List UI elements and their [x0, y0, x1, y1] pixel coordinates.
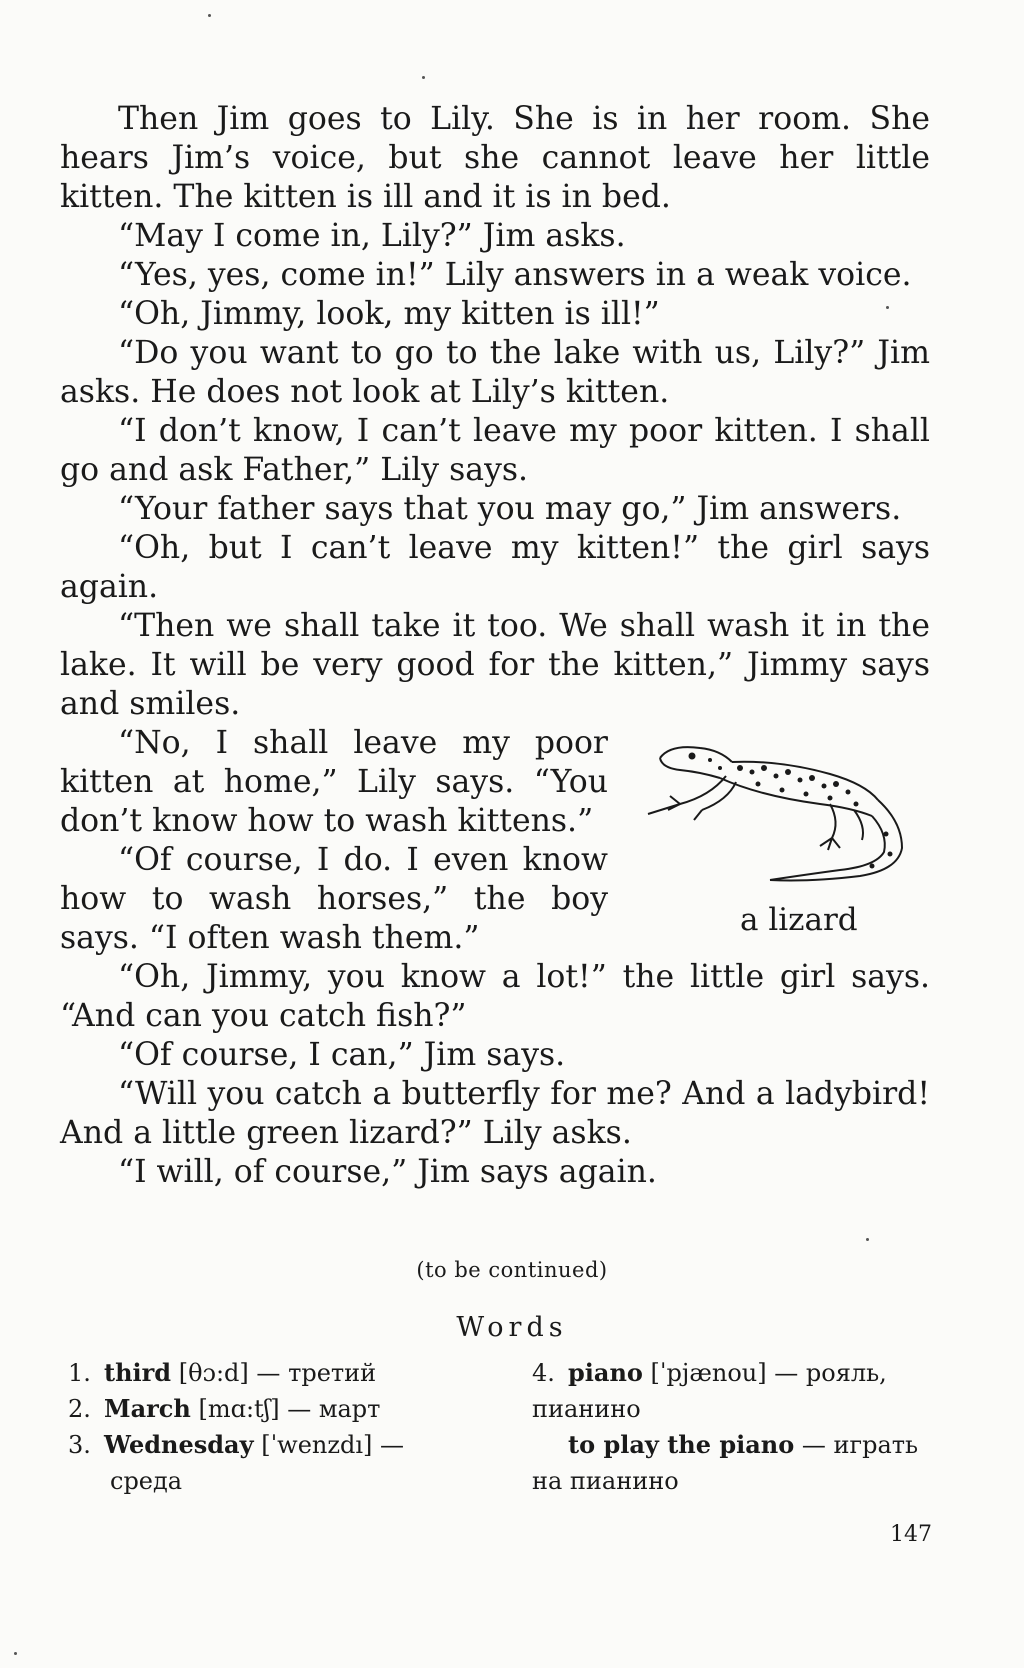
vocab-number: 1. [68, 1359, 91, 1387]
vocab-translation: рояль, пианино [532, 1359, 887, 1423]
story-paragraph: “Will you catch a butterfly for me? And a ladybird! And a little green lizard?” Lily asks. [60, 1076, 930, 1151]
vocab-word: March [104, 1394, 191, 1423]
vocab-translation: март [318, 1395, 381, 1423]
vocab-transcription: [θɔ:d] [178, 1359, 249, 1387]
story-paragraph: “Oh, Jimmy, look, my kitten is ill!” [118, 296, 660, 332]
story-paragraph: Then Jim goes to Lily. She is in her room. She hears Jim’s voice, but she cannot leave her little kitten. The kitten is ill and it is in bed. [60, 101, 930, 215]
story-paragraph: “Your father says that you may go,” Jim answers. [118, 491, 902, 527]
print-speck [886, 306, 889, 309]
vocabulary-column-right [532, 1355, 942, 1499]
story-paragraph: “Of course, I can,” Jim says. [118, 1037, 566, 1073]
vocab-entry: 1. third [θɔ:d] — третий [68, 1355, 448, 1391]
story-paragraph: “Oh, but I can’t leave my kitten!” the girl says again. [60, 530, 930, 605]
print-speck [422, 76, 425, 79]
lizard-illustration-icon [640, 730, 930, 900]
story-paragraph: “Yes, yes, come in!” Lily answers in a weak voice. [118, 257, 912, 293]
print-speck [14, 1652, 17, 1655]
story-paragraph: “Do you want to go to the lake with us, Lily?” Jim asks. He does not look at Lily’s kitten. [60, 335, 930, 410]
vocab-entry: 4. piano [ˈpjænou] — рояль, пианино [532, 1355, 942, 1427]
vocab-number: 4. [532, 1359, 555, 1387]
words-heading: Words [456, 1312, 568, 1343]
print-speck [208, 14, 211, 17]
vocab-transcription: [ˈwenzdı] [261, 1431, 373, 1459]
story-paragraph: “May I come in, Lily?” Jim asks. [118, 218, 626, 254]
vocab-translation: среда [110, 1467, 183, 1495]
story-paragraph: “I will, of course,” Jim says again. [118, 1154, 657, 1190]
story-paragraph: “Of course, I do. I even know how to wash horses,” the boy says. “I often wash them.” [60, 842, 608, 956]
story-paragraph: “I don’t know, I can’t leave my poor kitten. I shall go and ask Father,” Lily says. [60, 413, 930, 488]
vocabulary-column-left [68, 1355, 448, 1499]
vocab-word: third [104, 1358, 172, 1387]
lizard-figure [630, 730, 930, 942]
vocab-transcription: [mɑ:tʃ] [198, 1395, 280, 1423]
vocab-word: Wednesday [104, 1430, 254, 1459]
print-speck [866, 1238, 869, 1241]
vocab-entry: 2. March [mɑ:tʃ] — март [68, 1391, 448, 1427]
vocab-word: piano [568, 1358, 643, 1387]
figure-caption: a lizard [740, 902, 858, 938]
vocab-translation: играть на пианино [532, 1431, 919, 1495]
vocab-entry: to play the piano — играть на пианино [532, 1430, 919, 1495]
vocab-number: 3. [68, 1431, 91, 1459]
page-number: 147 [890, 1522, 932, 1547]
vocab-number: 2. [68, 1395, 91, 1423]
story-paragraph: “Then we shall take it too. We shall wash it in the lake. It will be very good for the kitten,” Jimmy says and smiles. [60, 608, 930, 722]
story-text [60, 100, 930, 1192]
vocab-entry: 3. Wednesday [ˈwenzdı] — среда [68, 1427, 448, 1499]
story-paragraph: “Oh, Jimmy, you know a lot!” the little girl says. “And can you catch fish?” [60, 959, 930, 1034]
vocab-transcription: [ˈpjænou] [650, 1359, 767, 1387]
vocab-word: to play the piano [568, 1430, 795, 1459]
vocab-translation: третий [288, 1359, 377, 1387]
story-paragraph: “No, I shall leave my poor kitten at home,” Lily says. “You don’t know how to wash kittens.” [60, 725, 608, 839]
continued-note: (to be continued) [416, 1258, 608, 1282]
